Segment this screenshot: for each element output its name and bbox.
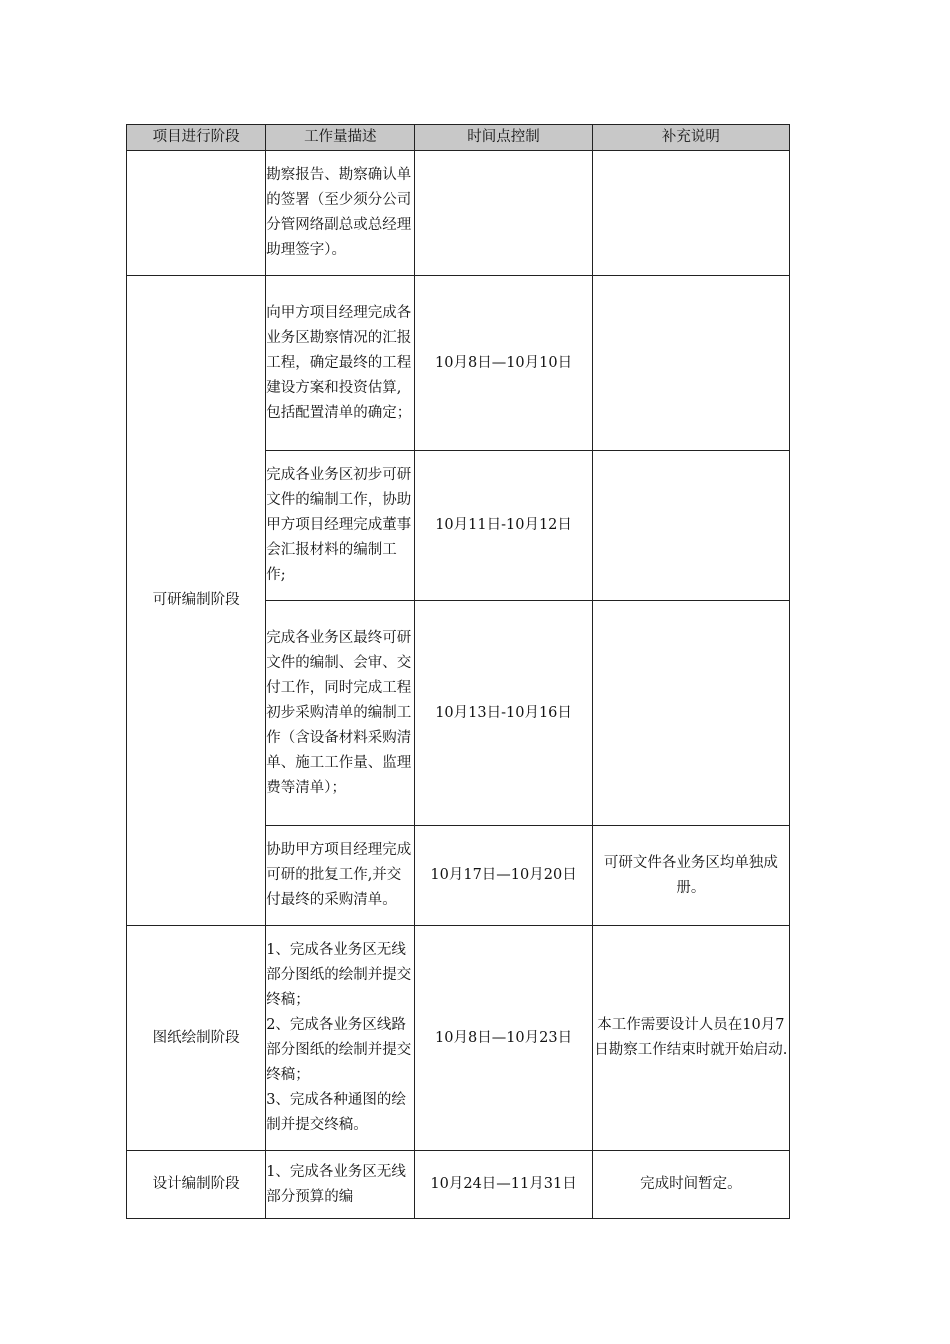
note-cell — [592, 451, 789, 601]
work-cell — [266, 601, 415, 826]
work-text: 完成各业务区最终可研文件的编制、会审、交付工作，同时完成工程初步采购清单的编制工作（含设备材料采购清单、施工工作量、监理费等清单）； — [266, 629, 412, 796]
work-text: 完成各业务区初步可研文件的编制工作，协助甲方项目经理完成董事会汇报材料的编制工作; — [266, 467, 412, 583]
work-text: 1、完成各业务区无线部分预算的编 — [266, 1163, 406, 1205]
time-cell: 10月13日-10月16日 — [415, 601, 592, 826]
phase-cell-empty — [127, 151, 266, 276]
note-cell: 完成时间暂定。 — [592, 1151, 789, 1219]
work-text: 1、完成各业务区无线部分图纸的绘制并提交终稿； 2、完成各业务区线路部分图纸的绘制并提交终稿； 3、完成各种通图的绘制并提交终稿。 — [266, 942, 412, 1133]
phase-cell: 图纸绘制阶段 — [127, 926, 266, 1151]
phase-cell: 设计编制阶段 — [127, 1151, 266, 1219]
time-cell: 10月8日—10月23日 — [415, 926, 592, 1151]
header-note: 补充说明 — [592, 125, 789, 151]
work-text: 勘察报告、勘察确认单的签署（至少须分公司分管网络副总或总经理助理签字）。 — [266, 167, 412, 258]
work-cell — [266, 826, 415, 926]
work-text: 向甲方项目经理完成各业务区勘察情况的汇报工程，确定最终的工程建设方案和投资估算,包括配置清单的确定； — [266, 304, 412, 421]
note-cell: 可研文件各业务区均单独成册。 — [592, 826, 789, 926]
work-cell — [266, 1151, 415, 1219]
table-row — [127, 276, 790, 451]
work-cell — [266, 276, 415, 451]
note-cell — [592, 151, 789, 276]
time-cell: 10月11日-10月12日 — [415, 451, 592, 601]
work-text: 协助甲方项目经理完成可研的批复工作,并交付最终的采购清单。 — [266, 842, 412, 908]
header-work: 工作量描述 — [266, 125, 415, 151]
project-schedule-table — [126, 124, 790, 1219]
note-cell — [592, 601, 789, 826]
time-cell — [415, 151, 592, 276]
work-cell — [266, 451, 415, 601]
work-cell — [266, 151, 415, 276]
header-phase: 项目进行阶段 — [127, 125, 266, 151]
work-cell — [266, 926, 415, 1151]
time-cell: 10月17日—10月20日 — [415, 826, 592, 926]
time-cell: 10月24日—11月31日 — [415, 1151, 592, 1219]
phase-cell: 可研编制阶段 — [127, 276, 266, 926]
table-row — [127, 926, 790, 1151]
table-row — [127, 1151, 790, 1219]
table-header-row — [127, 125, 790, 151]
time-cell: 10月8日—10月10日 — [415, 276, 592, 451]
header-time: 时间点控制 — [415, 125, 592, 151]
note-cell: 本工作需要设计人员在10月7日勘察工作结束时就开始启动. — [592, 926, 789, 1151]
table-row — [127, 151, 790, 276]
note-cell — [592, 276, 789, 451]
